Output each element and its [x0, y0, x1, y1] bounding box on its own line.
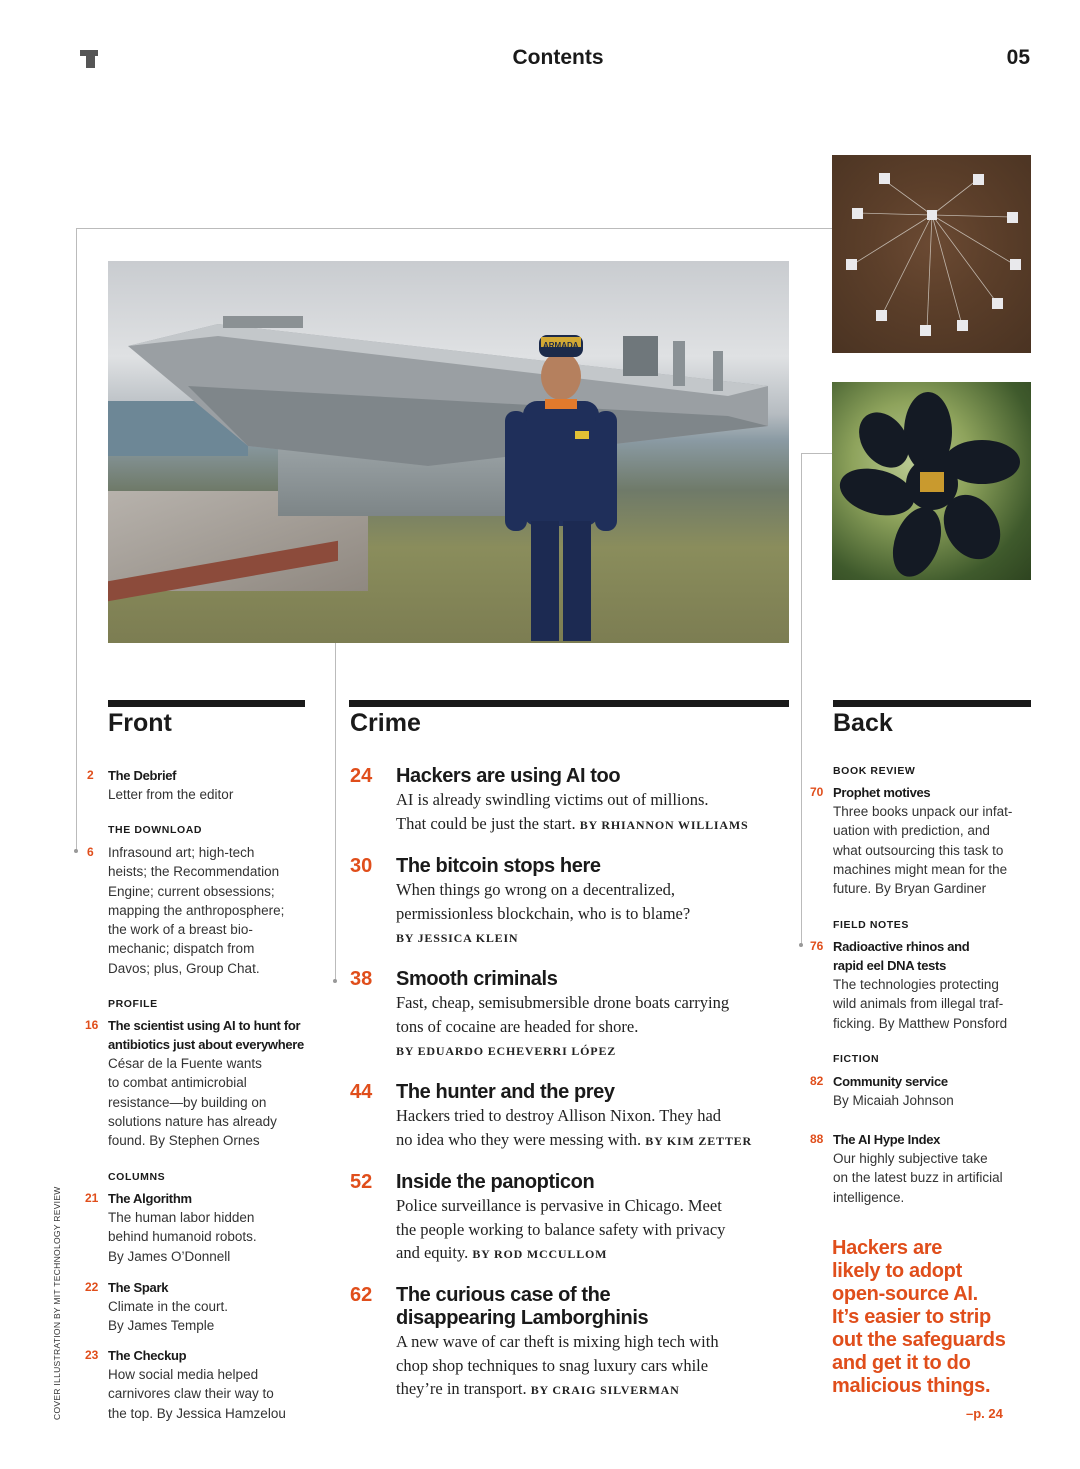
page-ref: 6 [87, 845, 94, 859]
page-ref: 2 [87, 768, 94, 782]
kicker-book-review: BOOK REVIEW [833, 765, 916, 777]
entry-line: behind humanoid robots. [108, 1229, 257, 1245]
byline: BY CRAIG SILVERMAN [530, 1383, 680, 1397]
front-entry-profile[interactable] [85, 1016, 304, 1150]
entry-line: Climate in the court. [108, 1299, 229, 1314]
frame-line [801, 453, 802, 945]
pull-quote [832, 1237, 1032, 1398]
dek-text: they’re in transport. [396, 1379, 527, 1398]
page-ref: 82 [810, 1074, 824, 1088]
cap-label: ARMADA [543, 341, 579, 350]
crime-entry-smooth-criminals[interactable] [350, 968, 786, 1063]
frame-line [76, 228, 77, 850]
entry-line: permissionless blockchain, who is to blame? [396, 903, 691, 923]
entry-line: heists; the Recommendation [108, 864, 280, 880]
byline: BY EDUARDO ECHEVERRI LÓPEZ [396, 1044, 617, 1058]
cover-credit: COVER ILLUSTRATION BY MIT TECHNOLOGY REVIEW [52, 1186, 62, 1420]
quote-line: and get it to do [832, 1352, 971, 1374]
entry-line: By Micaiah Johnson [833, 1093, 954, 1108]
back-entry-community-service[interactable] [810, 1072, 1033, 1110]
entry-line: machines might mean for the [833, 861, 1008, 877]
front-entry-algorithm[interactable] [85, 1189, 257, 1266]
byline-line [396, 1039, 786, 1063]
entry-line [396, 1242, 786, 1266]
entry-line [396, 1378, 786, 1402]
entry-line: the work of a breast bio- [108, 922, 253, 938]
connector-dot [74, 849, 78, 853]
dek-text: and equity. [396, 1243, 469, 1262]
entry-line: tons of cocaine are headed for shore. [396, 1016, 639, 1036]
page-ref: 30 [350, 855, 373, 877]
main-photo-semisubmersible [108, 261, 789, 643]
entry-line: How social media helped [108, 1367, 259, 1382]
entry-line [396, 813, 786, 837]
entry-line: Fast, cheap, semisubmersible drone boats carrying [396, 993, 730, 1012]
entry-title: The hunter and the prey [396, 1081, 615, 1103]
frame-line [335, 643, 336, 981]
page-title: Contents [512, 46, 604, 69]
crime-entry-panopticon[interactable] [350, 1171, 786, 1266]
entry-title: The Spark [108, 1280, 169, 1295]
entry-line: The technologies protecting [833, 977, 999, 992]
back-entry-rhinos[interactable] [810, 937, 1033, 1033]
pull-quote-page-ref[interactable]: –p. 24 [966, 1406, 1003, 1421]
kicker-profile: PROFILE [108, 998, 158, 1010]
entry-line: to combat antimicrobial [108, 1075, 247, 1091]
page-ref: 76 [810, 939, 824, 953]
front-entry-checkup[interactable] [85, 1346, 286, 1423]
entry-line: The human labor hidden [108, 1210, 255, 1225]
quote-line: malicious things. [832, 1375, 991, 1397]
page-ref: 70 [810, 785, 824, 799]
entry-line: chop shop techniques to snag luxury cars while [396, 1355, 709, 1375]
entry-line: uation with prediction, and [833, 823, 990, 839]
entry-line: Police surveillance is pervasive in Chicago. Meet [396, 1196, 722, 1215]
page-ref: 52 [350, 1171, 373, 1193]
entry-title: Inside the panopticon [396, 1171, 595, 1193]
entry-text: Letter from the editor [108, 787, 234, 802]
entry-line: found. By Stephen Ornes [108, 1133, 260, 1149]
entry-title: Prophet motives [833, 785, 931, 800]
page-ref: 22 [85, 1280, 99, 1294]
section-title-front: Front [108, 709, 172, 737]
entry-line: resistance—by building on [108, 1094, 267, 1110]
connector-dot [799, 943, 803, 947]
back-entry-ai-hype-index[interactable] [810, 1130, 1033, 1207]
entry-title: rapid eel DNA tests [833, 958, 947, 973]
entry-title: Community service [833, 1074, 948, 1089]
entry-title: The scientist using AI to hunt for [108, 1018, 301, 1033]
entry-line: on the latest buzz in artificial [833, 1170, 1003, 1186]
entry-line: By James O’Donnell [108, 1248, 231, 1264]
section-title-crime: Crime [350, 709, 421, 737]
entry-line: When things go wrong on a decentralized, [396, 880, 676, 899]
quote-line: It’s easier to strip [832, 1306, 991, 1328]
entry-title: disappearing Lamborghinis [396, 1307, 649, 1329]
entry-title: The bitcoin stops here [396, 855, 601, 877]
front-entry-debrief[interactable] [87, 766, 234, 804]
back-entry-prophet-motives[interactable] [810, 783, 1033, 898]
entry-title: The Checkup [108, 1348, 187, 1363]
page-ref: 38 [350, 968, 373, 990]
section-title-back: Back [833, 709, 893, 737]
entry-line: the top. By Jessica Hamzelou [108, 1405, 286, 1421]
entry-line: Engine; current obsessions; [108, 883, 275, 899]
frame-line [76, 228, 833, 229]
flower-drone-photo [832, 382, 1031, 580]
byline: BY KIM ZETTER [645, 1133, 752, 1148]
crime-entry-hunter-prey[interactable] [350, 1081, 786, 1152]
dek-text: That could be just the start. [396, 813, 576, 833]
entry-title: The Algorithm [108, 1191, 192, 1206]
entry-title: The AI Hype Index [833, 1132, 941, 1147]
crime-rule [349, 700, 789, 707]
quote-line: open-source AI. [832, 1283, 978, 1305]
entry-line: AI is already swindling victims out of millions. [396, 790, 709, 809]
crime-entry-bitcoin[interactable] [350, 855, 786, 950]
entry-line: By James Temple [108, 1318, 215, 1334]
kicker-the-download: THE DOWNLOAD [108, 824, 203, 836]
connector-dot [333, 979, 337, 983]
kicker-fiction: FICTION [833, 1053, 880, 1065]
page-ref: 88 [810, 1132, 824, 1146]
entry-line: Davos; plus, Group Chat. [108, 960, 260, 976]
back-rule [833, 700, 1031, 707]
entry-line: Hackers tried to destroy Allison Nixon. They had [396, 1106, 722, 1125]
entry-line: Infrasound art; high-tech [108, 845, 255, 860]
entry-line: mechanic; dispatch from [108, 941, 255, 957]
crime-entry-lamborghinis[interactable] [350, 1284, 786, 1402]
entry-title: antibiotics just about everywhere [108, 1037, 304, 1052]
entry-line: future. By Bryan Gardiner [833, 881, 987, 897]
entry-title: Hackers are using AI too [396, 765, 621, 787]
entry-line: what outsourcing this task to [833, 842, 1004, 858]
kicker-field-notes: FIELD NOTES [833, 919, 910, 931]
page-ref: 16 [85, 1018, 99, 1032]
page-ref: 23 [85, 1348, 99, 1362]
entry-title: The Debrief [108, 768, 177, 783]
entry-title: Radioactive rhinos and [833, 939, 970, 954]
front-rule [108, 700, 305, 707]
byline-line [396, 926, 786, 950]
entry-title: Smooth criminals [396, 968, 558, 990]
frame-line [801, 453, 832, 454]
entry-line: mapping the anthroposphere; [108, 902, 285, 918]
officer-figure [503, 321, 618, 643]
page-ref: 24 [350, 765, 373, 787]
entry-line: intelligence. [833, 1189, 905, 1205]
front-entry-spark[interactable] [85, 1278, 229, 1336]
page-ref: 21 [85, 1191, 99, 1205]
flower-drone [832, 382, 1031, 580]
quote-line: out the safeguards [832, 1329, 1006, 1351]
quote-line: Hackers are [832, 1237, 943, 1259]
sensor-array-photo [832, 155, 1031, 353]
kicker-columns: COLUMNS [108, 1171, 166, 1183]
entry-line: carnivores claw their way to [108, 1386, 274, 1402]
entry-line: ficking. By Matthew Ponsford [833, 1015, 1008, 1031]
entry-line: César de la Fuente wants [108, 1056, 262, 1071]
byline: BY JESSICA KLEIN [396, 931, 519, 945]
entry-line: the people working to balance safety with privacy [396, 1219, 726, 1239]
page-ref: 44 [350, 1081, 373, 1103]
entry-line: Three books unpack our infat- [833, 804, 1013, 819]
byline: BY ROD MCCULLOM [472, 1247, 608, 1261]
dek-text: no idea who they were messing with. [396, 1129, 642, 1149]
page-number: 05 [1006, 46, 1030, 69]
sensor-array [832, 155, 1031, 353]
entry-line: A new wave of car theft is mixing high tech with [396, 1332, 719, 1351]
byline: BY RHIANNON WILLIAMS [579, 817, 749, 832]
entry-line: Our highly subjective take [833, 1151, 988, 1166]
entry-title: The curious case of the [396, 1284, 611, 1306]
semisubmersible-boat [128, 316, 768, 466]
crime-entry-hackers-ai[interactable] [350, 765, 786, 836]
page-ref: 62 [350, 1284, 373, 1306]
entry-line: solutions nature has already [108, 1113, 277, 1129]
entry-line: wild animals from illegal traf- [833, 996, 1004, 1012]
front-entry-the-download[interactable] [87, 843, 285, 978]
entry-line [396, 1129, 786, 1153]
quote-line: likely to adopt [832, 1260, 962, 1282]
